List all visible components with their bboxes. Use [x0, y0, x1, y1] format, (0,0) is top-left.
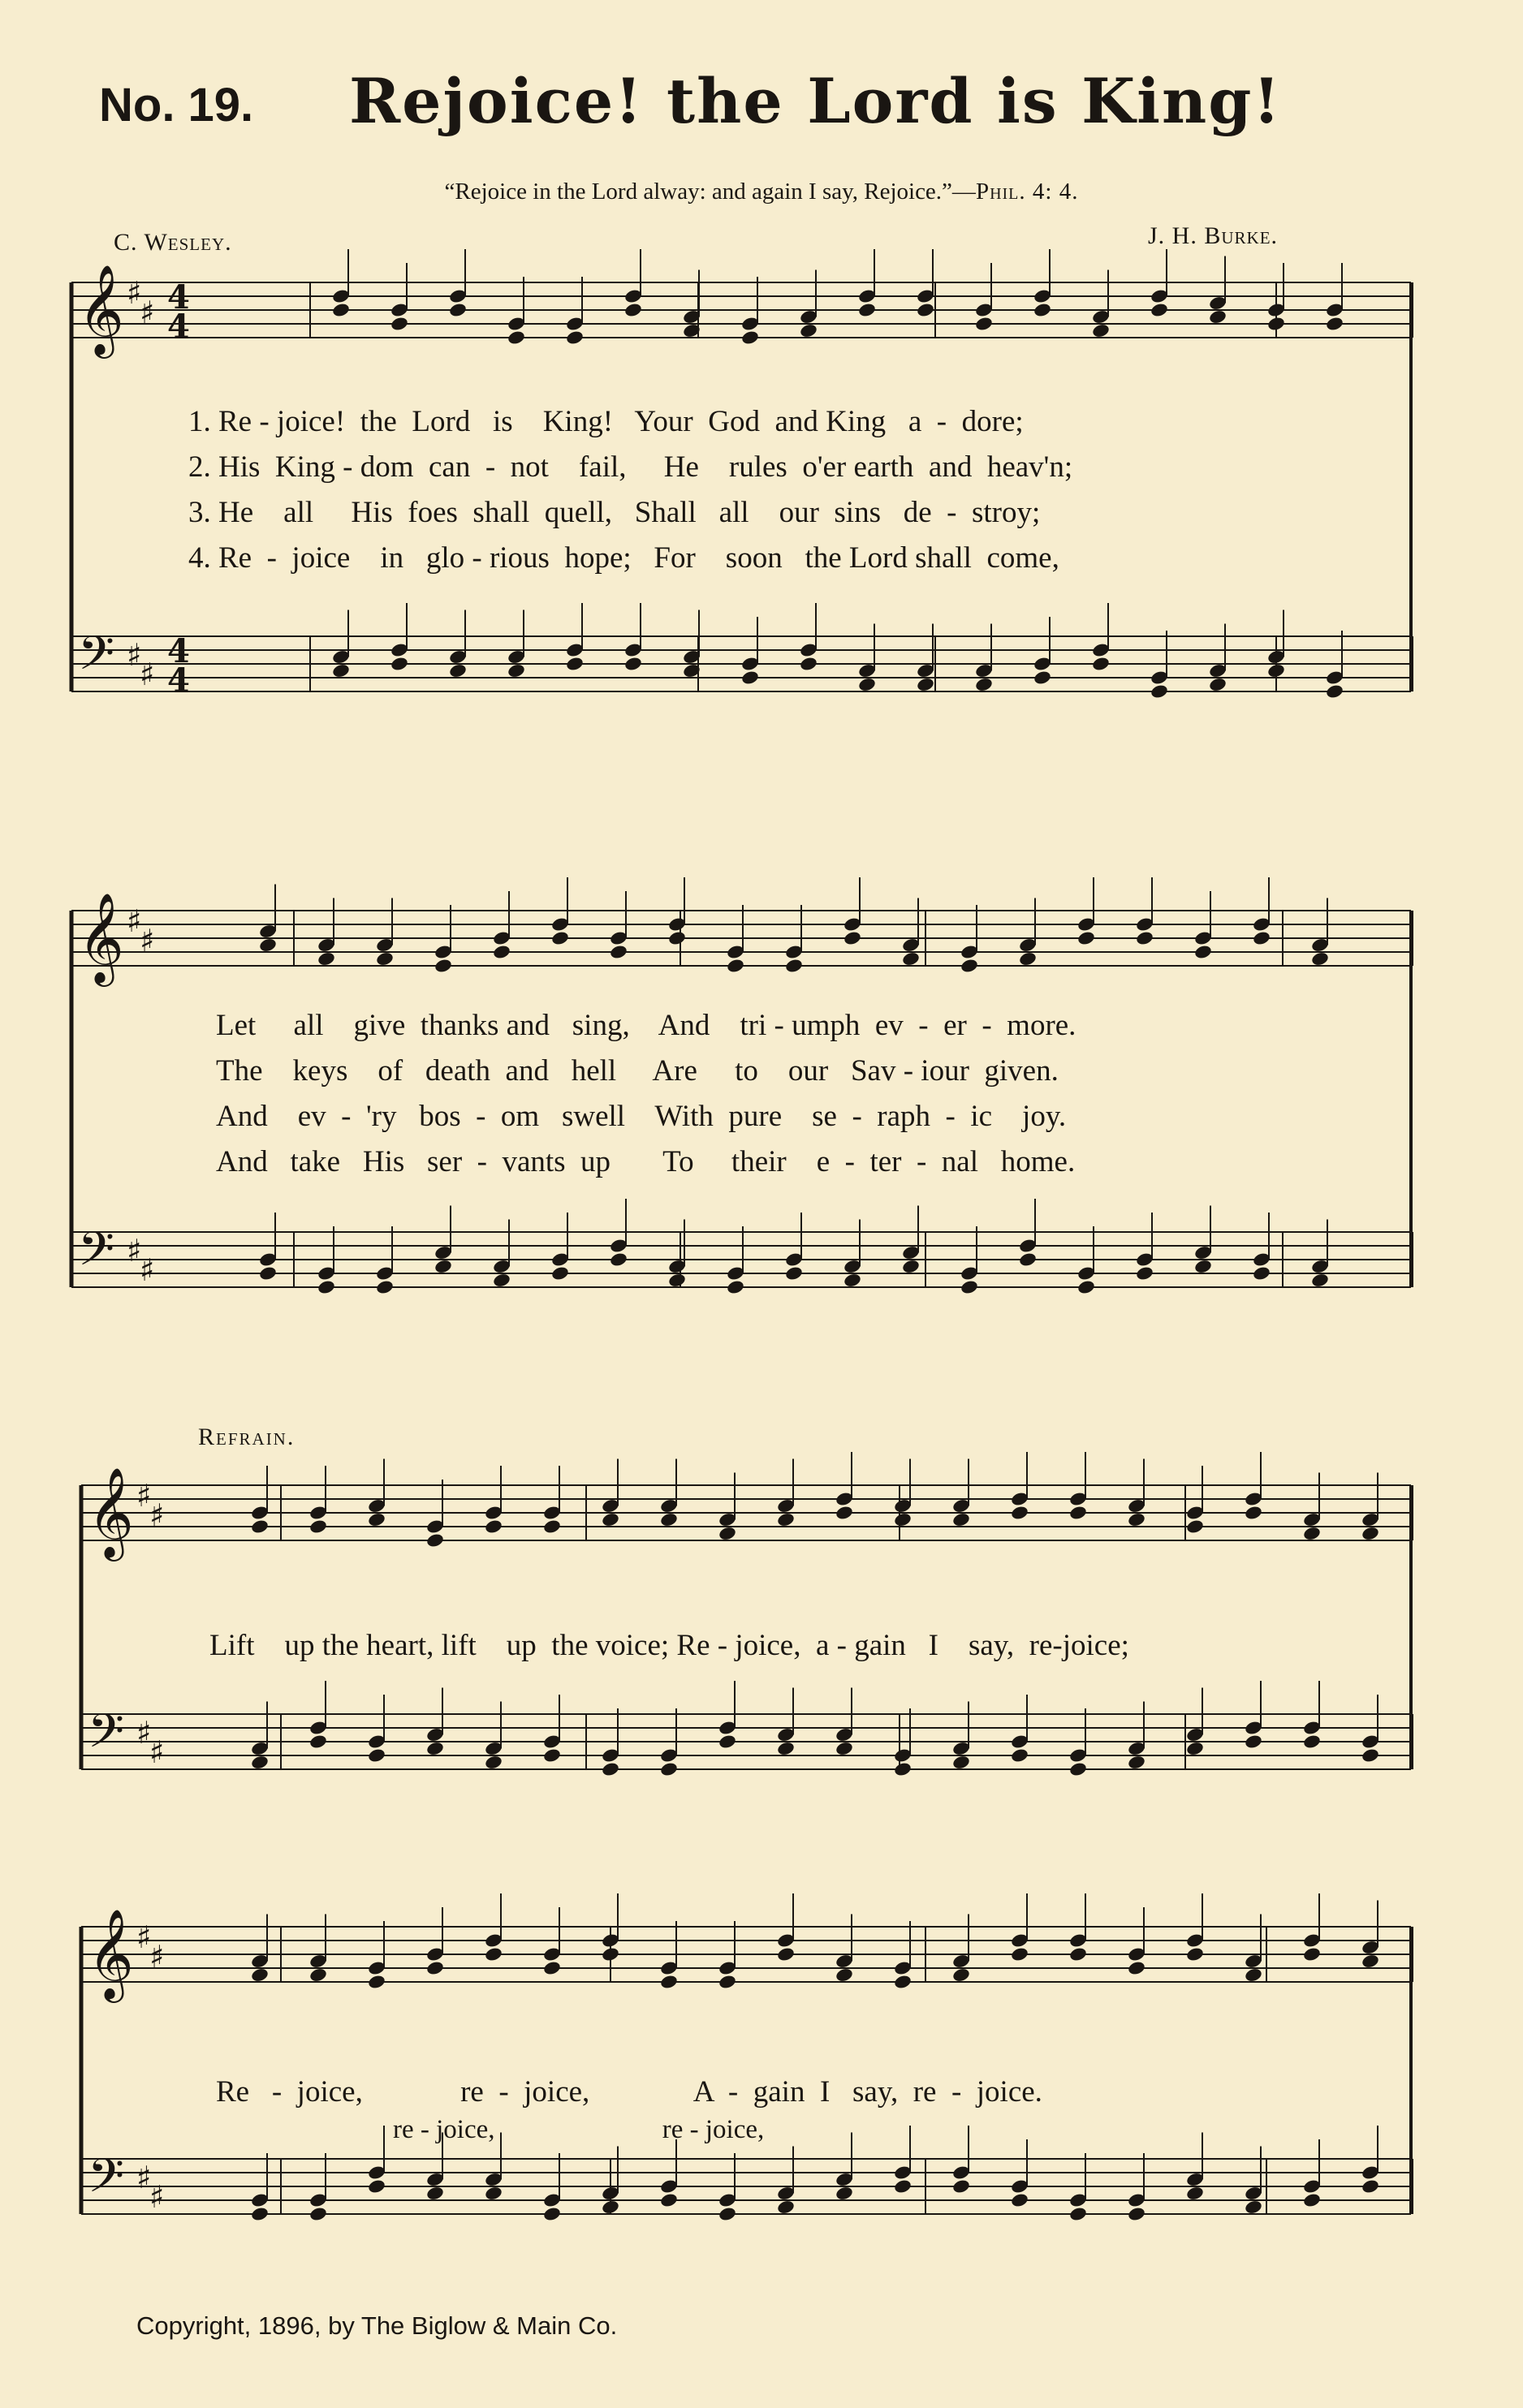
- note-head-icon: [1068, 1946, 1088, 1962]
- note-head-icon: [1302, 1734, 1322, 1750]
- note-head-icon: [425, 1960, 445, 1976]
- note-head-icon: [667, 930, 687, 946]
- note-head-icon: [776, 1512, 796, 1528]
- note-head-icon: [1010, 1505, 1029, 1521]
- note-head-icon: [1010, 1747, 1029, 1764]
- note-head-icon: [507, 663, 526, 679]
- treble-clef-icon: 𝄞: [78, 892, 124, 983]
- note-head-icon: [1252, 1265, 1271, 1282]
- note-head-icon: [974, 677, 994, 693]
- note-head-icon: [893, 1761, 913, 1777]
- note-head-icon: [1068, 1761, 1088, 1777]
- system1-verse3-lyrics: 3. He all His foes shall quell, Shall all our sins de - stroy;: [188, 496, 1041, 529]
- note-head-icon: [1361, 1526, 1380, 1542]
- note-head-icon: [258, 937, 278, 954]
- note-head-icon: [901, 951, 921, 967]
- note-head-icon: [623, 302, 643, 318]
- note-head-icon: [308, 1734, 328, 1750]
- note-head-icon: [1325, 683, 1344, 700]
- note-head-icon: [601, 1761, 620, 1777]
- time-signature-denominator: 4: [167, 661, 190, 700]
- key-signature-sharp-icon: ♯: [127, 637, 142, 673]
- note-head-icon: [331, 663, 351, 679]
- note-head-icon: [951, 2178, 971, 2195]
- note-head-icon: [776, 1741, 796, 1757]
- note-head-icon: [1193, 944, 1213, 960]
- note-head-icon: [542, 1960, 562, 1976]
- note-head-icon: [1310, 951, 1330, 967]
- note-head-icon: [1076, 1279, 1096, 1295]
- note-head-icon: [601, 1946, 620, 1962]
- note-head-icon: [667, 1273, 687, 1289]
- note-head-icon: [1010, 1946, 1029, 1962]
- note-head-icon: [1244, 1734, 1263, 1750]
- note-head-icon: [1127, 1960, 1146, 1976]
- note-head-icon: [1033, 302, 1052, 318]
- refrain-lyrics: Lift up the heart, lift up the voice; Re - joice, a - gain I say, re-joice;: [209, 1629, 1129, 1662]
- note-head-icon: [375, 951, 395, 967]
- note-head-icon: [390, 656, 409, 672]
- note-head-icon: [308, 1967, 328, 1984]
- system2-verse1-lyrics: Let all give thanks and sing, And tri - umph ev - er - more.: [216, 1009, 1076, 1042]
- note-head-icon: [331, 302, 351, 318]
- bass-clef-icon: 𝄢: [78, 626, 115, 692]
- key-signature-sharp-icon: ♯: [136, 1478, 152, 1514]
- note-head-icon: [718, 1974, 737, 1990]
- note-head-icon: [1361, 2178, 1380, 2195]
- key-signature-sharp-icon: ♯: [149, 2179, 165, 2215]
- note-head-icon: [916, 302, 935, 318]
- note-head-icon: [250, 1967, 270, 1984]
- system2-verse3-lyrics: And ev - 'ry bos - om swell With pure se - raph - ic joy.: [216, 1100, 1067, 1133]
- system2-verse4-lyrics: And take His ser - vants up To their e - ter - nal home.: [216, 1145, 1076, 1178]
- note-head-icon: [1091, 656, 1111, 672]
- key-signature-sharp-icon: ♯: [127, 275, 142, 311]
- system1-verse4-lyrics: 4. Re - joice in glo - rious hope; For soon the Lord shall come,: [188, 541, 1059, 575]
- note-head-icon: [659, 1974, 679, 1990]
- key-signature-sharp-icon: ♯: [127, 1233, 142, 1269]
- note-head-icon: [1244, 1505, 1263, 1521]
- key-signature-sharp-icon: ♯: [140, 657, 155, 692]
- bass-clef-icon: 𝄢: [78, 1221, 115, 1288]
- note-head-icon: [1266, 316, 1286, 332]
- note-head-icon: [1150, 683, 1169, 700]
- epigraph-reference: Phil. 4: 4.: [975, 179, 1079, 205]
- note-head-icon: [718, 2206, 737, 2222]
- note-head-icon: [1127, 1512, 1146, 1528]
- note-head-icon: [659, 1761, 679, 1777]
- note-head-icon: [1091, 323, 1111, 339]
- note-head-icon: [250, 1518, 270, 1535]
- note-head-icon: [835, 2186, 854, 2202]
- note-head-icon: [601, 2199, 620, 2216]
- note-head-icon: [250, 1755, 270, 1771]
- note-head-icon: [1266, 663, 1286, 679]
- note-head-icon: [659, 2192, 679, 2208]
- time-signature-denominator: 4: [167, 308, 190, 346]
- note-head-icon: [1302, 1946, 1322, 1962]
- note-head-icon: [784, 1265, 804, 1282]
- refrain-label: Refrain.: [198, 1424, 296, 1450]
- note-head-icon: [799, 323, 818, 339]
- note-head-icon: [623, 656, 643, 672]
- note-head-icon: [1185, 1741, 1205, 1757]
- hymn-title: Rejoice! the Lord is King!: [349, 65, 1282, 137]
- note-head-icon: [726, 958, 745, 974]
- note-head-icon: [1193, 1259, 1213, 1275]
- note-head-icon: [1185, 1946, 1205, 1962]
- note-head-icon: [1127, 2206, 1146, 2222]
- note-head-icon: [425, 2186, 445, 2202]
- note-head-icon: [1068, 1505, 1088, 1521]
- key-signature-sharp-icon: ♯: [136, 2160, 152, 2195]
- note-head-icon: [542, 1747, 562, 1764]
- note-head-icon: [390, 316, 409, 332]
- note-head-icon: [1135, 930, 1154, 946]
- note-head-icon: [565, 330, 585, 346]
- note-head-icon: [308, 1518, 328, 1535]
- note-head-icon: [1010, 2192, 1029, 2208]
- note-head-icon: [726, 1279, 745, 1295]
- note-head-icon: [601, 1512, 620, 1528]
- note-head-icon: [1244, 2199, 1263, 2216]
- words-credit: C. Wesley.: [114, 229, 232, 256]
- note-head-icon: [951, 1512, 971, 1528]
- bass-clef-icon: 𝄢: [88, 2148, 125, 2215]
- note-head-icon: [857, 677, 877, 693]
- note-head-icon: [484, 1755, 503, 1771]
- note-head-icon: [484, 2186, 503, 2202]
- note-head-icon: [951, 1967, 971, 1984]
- treble-clef-icon: 𝄞: [88, 1908, 134, 1999]
- note-head-icon: [1127, 1755, 1146, 1771]
- note-head-icon: [960, 1279, 979, 1295]
- note-head-icon: [1018, 951, 1038, 967]
- note-head-icon: [375, 1279, 395, 1295]
- note-head-icon: [1302, 1526, 1322, 1542]
- system4-lyrics: Re - joice, re - joice, A - gain I say, re - joice.: [216, 2075, 1042, 2109]
- note-head-icon: [835, 1741, 854, 1757]
- key-signature-sharp-icon: ♯: [140, 923, 155, 958]
- note-head-icon: [609, 1251, 628, 1268]
- note-head-icon: [951, 1755, 971, 1771]
- note-head-icon: [659, 1512, 679, 1528]
- note-head-icon: [835, 1505, 854, 1521]
- note-head-icon: [434, 1259, 453, 1275]
- note-head-icon: [250, 2206, 270, 2222]
- note-head-icon: [308, 2206, 328, 2222]
- note-head-icon: [776, 2199, 796, 2216]
- note-head-icon: [718, 1734, 737, 1750]
- note-head-icon: [740, 330, 760, 346]
- key-signature-sharp-icon: ♯: [136, 1919, 152, 1955]
- note-head-icon: [542, 2206, 562, 2222]
- note-head-icon: [550, 1265, 570, 1282]
- note-head-icon: [484, 1518, 503, 1535]
- treble-clef-icon: 𝄞: [78, 264, 124, 355]
- note-head-icon: [893, 1512, 913, 1528]
- note-head-icon: [1208, 309, 1227, 325]
- note-head-icon: [434, 958, 453, 974]
- note-head-icon: [1252, 930, 1271, 946]
- note-head-icon: [835, 1967, 854, 1984]
- note-head-icon: [367, 2178, 386, 2195]
- time-signature-numerator: 4: [167, 278, 190, 317]
- note-head-icon: [425, 1532, 445, 1549]
- note-head-icon: [784, 958, 804, 974]
- note-head-icon: [367, 1747, 386, 1764]
- note-head-icon: [609, 944, 628, 960]
- note-head-icon: [776, 1946, 796, 1962]
- note-head-icon: [258, 1265, 278, 1282]
- note-head-icon: [974, 316, 994, 332]
- note-head-icon: [448, 302, 468, 318]
- key-signature-sharp-icon: ♯: [149, 1497, 165, 1533]
- note-head-icon: [1033, 670, 1052, 686]
- epigraph-quote: “Rejoice in the Lord alway: and again I say, Rejoice.”—: [444, 179, 976, 205]
- note-head-icon: [799, 656, 818, 672]
- copyright-notice: Copyright, 1896, by The Biglow & Main Co.: [136, 2311, 618, 2340]
- note-head-icon: [843, 930, 862, 946]
- system2-verse2-lyrics: The keys of death and hell Are to our Sav - iour given.: [216, 1054, 1059, 1088]
- note-head-icon: [317, 1279, 336, 1295]
- note-head-icon: [1018, 1251, 1038, 1268]
- note-head-icon: [507, 330, 526, 346]
- note-head-icon: [1185, 1518, 1205, 1535]
- note-head-icon: [425, 1741, 445, 1757]
- note-head-icon: [448, 663, 468, 679]
- note-head-icon: [492, 944, 511, 960]
- treble-clef-icon: 𝄞: [88, 1467, 134, 1557]
- system1-verse2-lyrics: 2. His King - dom can - not fail, He rules o'er earth and heav'n;: [188, 450, 1073, 484]
- music-credit: J. H. Burke.: [1148, 222, 1279, 249]
- note-head-icon: [718, 1526, 737, 1542]
- note-head-icon: [1185, 2186, 1205, 2202]
- time-signature-numerator: 4: [167, 632, 190, 670]
- note-head-icon: [1068, 2206, 1088, 2222]
- note-head-icon: [1150, 302, 1169, 318]
- note-head-icon: [1302, 2192, 1322, 2208]
- note-head-icon: [367, 1512, 386, 1528]
- note-head-icon: [1244, 1967, 1263, 1984]
- note-head-icon: [893, 1974, 913, 1990]
- note-head-icon: [901, 1259, 921, 1275]
- note-head-icon: [1361, 1954, 1380, 1970]
- note-head-icon: [484, 1946, 503, 1962]
- note-head-icon: [1310, 1273, 1330, 1289]
- key-signature-sharp-icon: ♯: [136, 1715, 152, 1751]
- note-head-icon: [565, 656, 585, 672]
- note-head-icon: [893, 2178, 913, 2195]
- note-head-icon: [1135, 1265, 1154, 1282]
- system4-echo-lyrics: re - joice, re - joice,: [393, 2115, 765, 2144]
- note-head-icon: [367, 1974, 386, 1990]
- note-head-icon: [492, 1273, 511, 1289]
- note-head-icon: [740, 670, 760, 686]
- note-head-icon: [542, 1518, 562, 1535]
- note-head-icon: [1361, 1747, 1380, 1764]
- key-signature-sharp-icon: ♯: [140, 1252, 155, 1288]
- note-head-icon: [857, 302, 877, 318]
- hymn-number: No. 19.: [99, 79, 254, 131]
- key-signature-sharp-icon: ♯: [149, 1734, 165, 1770]
- note-head-icon: [1076, 930, 1096, 946]
- system1-verse1-lyrics: 1. Re - joice! the Lord is King! Your God and King a - dore;: [188, 405, 1024, 438]
- note-head-icon: [317, 951, 336, 967]
- note-head-icon: [550, 930, 570, 946]
- note-head-icon: [1325, 316, 1344, 332]
- key-signature-sharp-icon: ♯: [127, 903, 142, 939]
- note-head-icon: [960, 958, 979, 974]
- note-head-icon: [843, 1273, 862, 1289]
- key-signature-sharp-icon: ♯: [149, 1939, 165, 1975]
- note-head-icon: [916, 677, 935, 693]
- key-signature-sharp-icon: ♯: [140, 295, 155, 330]
- note-head-icon: [1208, 677, 1227, 693]
- bass-clef-icon: 𝄢: [88, 1704, 125, 1770]
